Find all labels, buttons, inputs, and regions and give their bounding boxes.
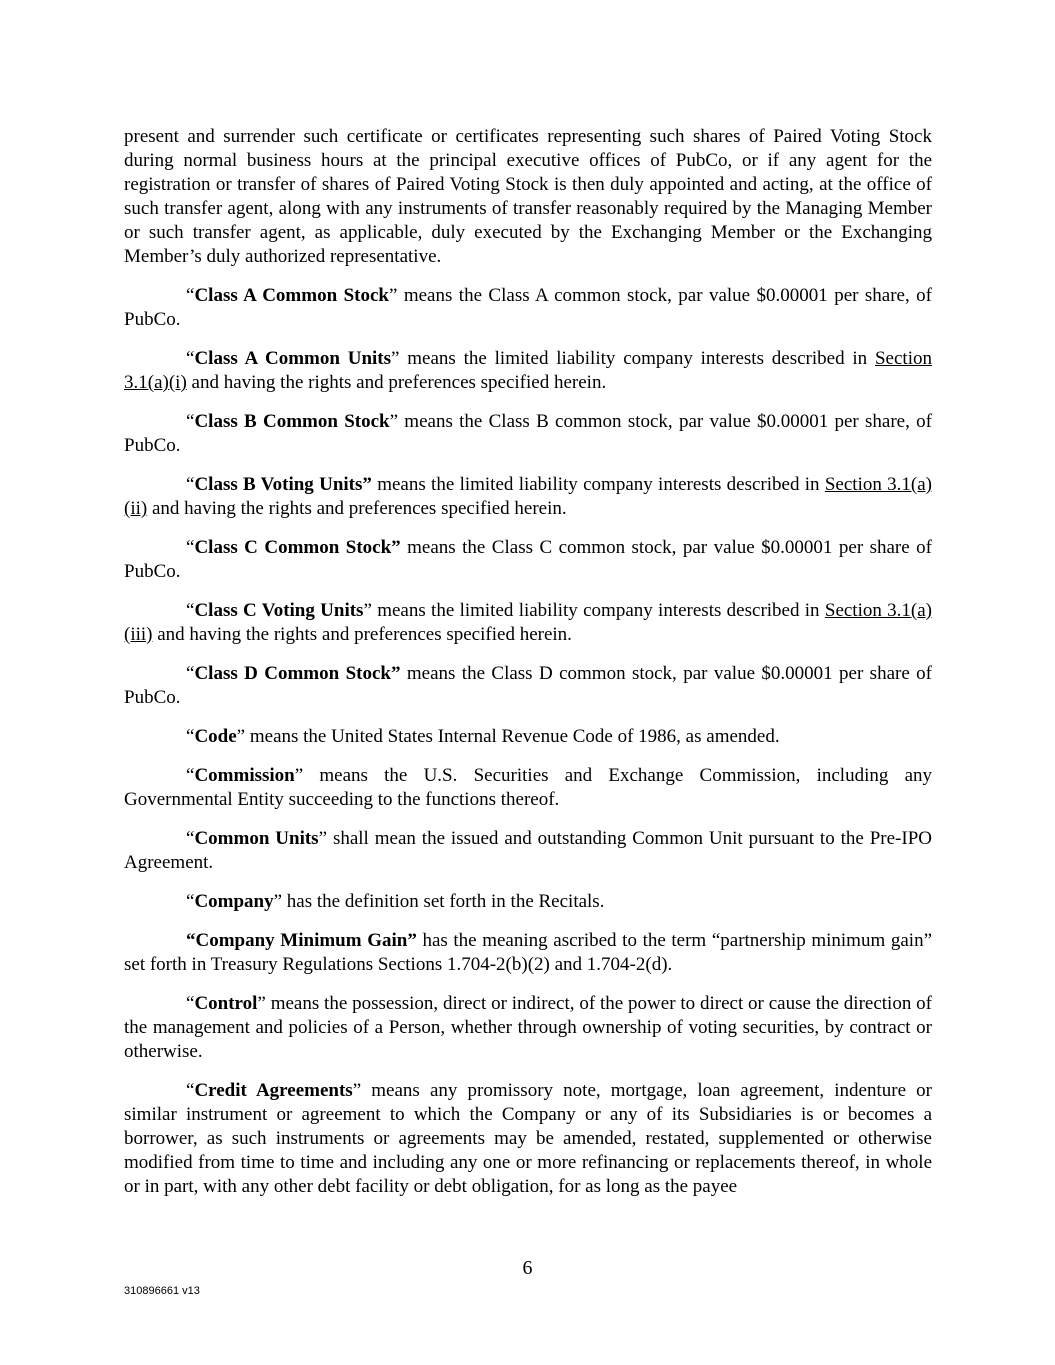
paragraph-text: means the limited liability company interests described in bbox=[371, 474, 825, 495]
paragraph-text: “ bbox=[186, 765, 195, 786]
defined-term: Class B Common Stock bbox=[194, 411, 390, 432]
defined-term: Credit Agreements bbox=[194, 1080, 353, 1101]
defined-term: Class C Voting Units bbox=[194, 600, 364, 621]
paragraph-text: and having the rights and preferences specified herein. bbox=[147, 498, 567, 519]
paragraph-text: ” means the possession, direct or indirect, of the power to direct or cause the direction of the management and policies of a Person, whether through ownership of voting securities, by contract or otherwise. bbox=[124, 993, 932, 1062]
definition-paragraph bbox=[124, 662, 932, 710]
paragraph-text: means the Class C common stock, par value $0.00001 per share of PubCo. bbox=[124, 537, 932, 582]
defined-term: Company bbox=[194, 891, 274, 912]
defined-term: Commission bbox=[194, 765, 295, 786]
definition-paragraph bbox=[124, 827, 932, 875]
paragraph-text: “ bbox=[186, 993, 195, 1014]
definition-paragraph bbox=[124, 473, 932, 521]
definition-paragraph bbox=[124, 1079, 932, 1199]
paragraph-text: ” means the United States Internal Revenue Code of 1986, as amended. bbox=[236, 726, 780, 747]
paragraph-text: “ bbox=[186, 600, 195, 621]
paragraph-text: and having the rights and preferences specified herein. bbox=[186, 372, 607, 393]
defined-term: Class A Common Stock bbox=[194, 285, 389, 306]
defined-term: Code bbox=[194, 726, 237, 747]
paragraph-text: “ bbox=[186, 663, 195, 684]
page-number: 6 bbox=[522, 1257, 533, 1279]
defined-term: Class C Common Stock” bbox=[194, 537, 401, 558]
paragraph-text: means the Class D common stock, par value $0.00001 per share of PubCo. bbox=[124, 663, 932, 708]
defined-term: Control bbox=[194, 993, 258, 1014]
paragraph-text: ” means the Class B common stock, par value $0.00001 per share, of PubCo. bbox=[124, 411, 932, 456]
paragraph-text: “ bbox=[186, 891, 195, 912]
paragraph-text: ” means the limited liability company interests described in bbox=[363, 600, 825, 621]
paragraph-text: present and surrender such certificate or certificates representing such shares of Paired Voting Stock during normal business hours at the principal executive offices of PubCo, or if any agent for the registration or transfer of shares of Paired Voting Stock is then duly appointed and acting, at the office of such transfer agent, along with any instruments of transfer reasonably required by the Managing Member or such transfer agent, as applicable, duly executed by the Exchanging Member or the Exchanging Member’s duly authorized representative. bbox=[124, 126, 932, 267]
continuation-paragraph bbox=[124, 125, 932, 269]
section-reference: Section 3.1(a)(iii) bbox=[124, 600, 933, 645]
paragraph-text: has the meaning ascribed to the term “partnership minimum gain” set forth in Treasury Regulations Sections 1.704-2(b)(2) and 1.704-2(d). bbox=[124, 930, 933, 975]
definition-paragraph bbox=[124, 284, 932, 332]
defined-term: Class D Common Stock” bbox=[194, 663, 401, 684]
paragraph-text: ” has the definition set forth in the Recitals. bbox=[273, 891, 605, 912]
paragraph-text: “ bbox=[186, 1080, 195, 1101]
paragraph-text: and having the rights and preferences specified herein. bbox=[152, 624, 572, 645]
defined-term: Common Units bbox=[194, 828, 319, 849]
paragraph-text: “ bbox=[186, 285, 195, 306]
document-body bbox=[124, 125, 932, 1214]
paragraph-text: “ bbox=[186, 411, 195, 432]
paragraph-text: ” means the limited liability company interests described in bbox=[391, 348, 875, 369]
paragraph-text: “ bbox=[186, 828, 195, 849]
document-id: 310896661 v13 bbox=[124, 1285, 200, 1297]
paragraph-text: “ bbox=[186, 537, 195, 558]
paragraph-text: ” means the Class A common stock, par value $0.00001 per share, of PubCo. bbox=[124, 285, 932, 330]
definition-paragraph bbox=[124, 536, 932, 584]
defined-term: Class A Common Units bbox=[194, 348, 392, 369]
definition-paragraph bbox=[124, 347, 932, 395]
definition-paragraph bbox=[124, 725, 932, 749]
paragraph-text: “ bbox=[186, 348, 195, 369]
definition-paragraph bbox=[124, 764, 932, 812]
definition-paragraph bbox=[124, 890, 932, 914]
defined-term: Class B Voting Units” bbox=[194, 474, 372, 495]
definition-paragraph bbox=[124, 599, 932, 647]
definition-paragraph bbox=[124, 410, 932, 458]
section-reference: Section 3.1(a)(i) bbox=[124, 348, 932, 393]
paragraph-text: ” means the U.S. Securities and Exchange Commission, including any Governmental Entity succeeding to the functions thereof. bbox=[124, 765, 932, 810]
paragraph-text: “ bbox=[186, 474, 195, 495]
defined-term: “Company Minimum Gain” bbox=[186, 930, 417, 951]
paragraph-text: ” means any promissory note, mortgage, loan agreement, indenture or similar instrument or agreement to which the Company or any of its Subsidiaries is or becomes a borrower, as such instruments or agreements may be amended, restated, supplemented or otherwise modified from time to time and including any one or more refinancing or replacements thereof, in whole or in part, with any other debt facility or debt obligation, for as long as the payee bbox=[124, 1080, 932, 1197]
section-reference: Section 3.1(a)(ii) bbox=[124, 474, 932, 519]
definition-paragraph bbox=[124, 992, 932, 1064]
definition-paragraph bbox=[124, 929, 932, 977]
paragraph-text: ” shall mean the issued and outstanding Common Unit pursuant to the Pre-IPO Agreement. bbox=[124, 828, 933, 873]
paragraph-text: “ bbox=[186, 726, 195, 747]
